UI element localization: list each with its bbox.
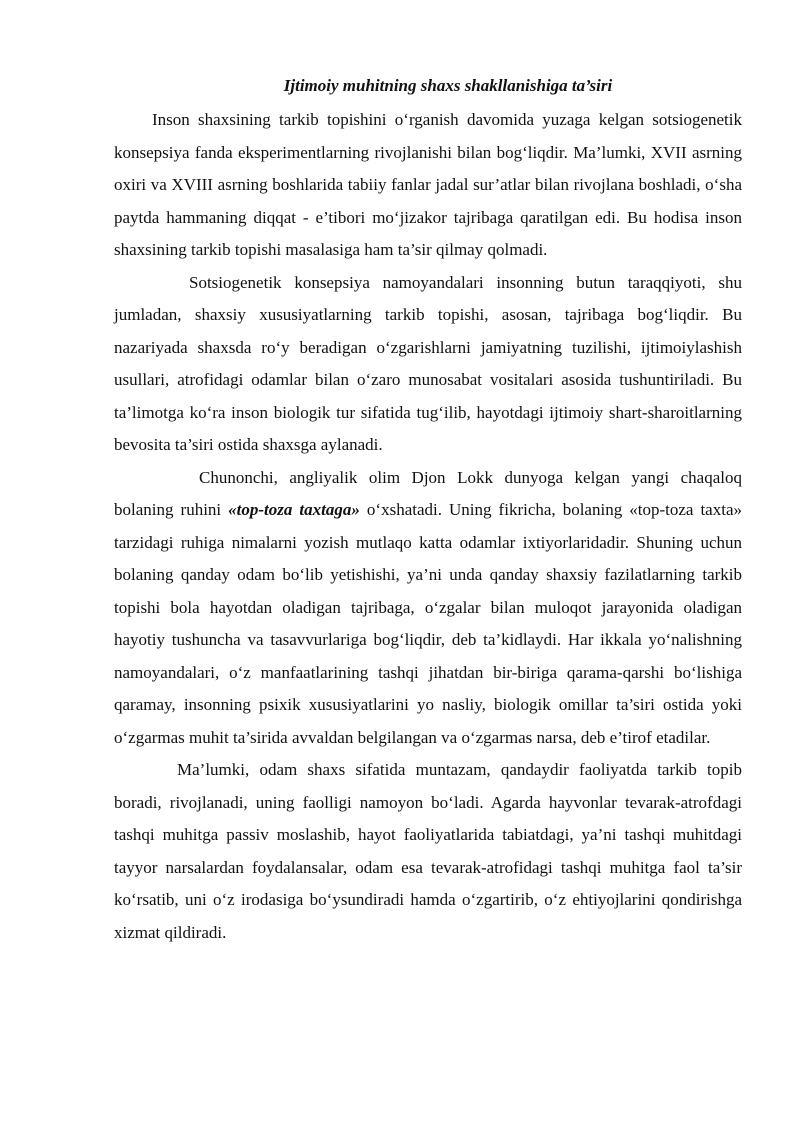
paragraph-4: Ma’lumki, odam shaxs sifatida muntazam, qandaydir faoliyatda tarkib topib boradi, rivojlanadi, uning faolligi namoyon bo‘ladi. Agarda hayvonlar tevarak-atrofdagi tashqi muhitga passiv moslashib, hayot faoliyatlarida tabiatdagi, ya’ni tashqi muhitdagi tayyor narsalardan foydalansalar, odam esa tevarak-atrofidagi tashqi muhitga faol ta’sir ko‘rsatib, uni o‘z irodasiga bo‘ysundiradi hamda o‘zgartirib, o‘z ehtiyojlarini qondirishga xizmat qildiradi. xyxy=(114,760,742,942)
paragraph-3 xyxy=(114,462,742,755)
document-title: Ijtimoiy muhitning shaxs shakllanishiga ta’siri xyxy=(283,76,613,95)
paragraph-3-text-start: Chunonchi, angliyalik olim Djon Lokk dunyoga kelgan yangi chaqaloq bolaning ruhini xyxy=(114,467,742,519)
paragraph-3-emphasis: «top-toza taxtaga» xyxy=(228,500,360,519)
document-page xyxy=(114,72,742,949)
paragraph-3-text-end: o‘xshatadi. Uning fikricha, bolaning «top-toza taxta» tarzidagi ruhiga nimalarni yozish mutlaqo katta odamlar ixtiyorlaridadir. Shuning uchun bolaning qanday odam bo‘lib yetishishi, ya’ni unda qanday shaxsiy fazilatlarning tarkib topishi bola hayotdan oladigan tajribaga, o‘zgalar bilan muloqot jarayonida oladigan hayotiy tushuncha va tasavvurlariga bog‘liqdir, deb ta’kidlaydi. Har ikkala yo‘nalishning namoyandalari, o‘z manfaatlarining tashqi jihatdan bir-biriga qarama-qarshi bo‘lishiga qaramay, insonning psixik xususiyatlarini yo nasliy, biologik omillar ta’siri ostida yoki o‘zgarmas muhit ta’sirida avvaldan belgilangan va o‘zgarmas narsa, deb e’tirof etadilar. xyxy=(114,500,742,747)
paragraph-1: Inson shaxsining tarkib topishini o‘rganish davomida yuzaga kelgan sotsiogenetik konsepsiya fanda eksperimentlarning rivojlanishi bilan bog‘liqdir. Ma’lumki, XVII asrning oxiri va XVIII asrning boshlarida tabiiy fanlar jadal sur’atlar bilan rivojlana boshladi, o‘sha paytda hammaning diqqat - e’tibori mo‘jizakor tajribaga qaratilgan edi. Bu hodisa inson shaxsining tarkib topishi masalasiga ham ta’sir qilmay qolmadi. xyxy=(114,110,742,259)
paragraph-2: Sotsiogenetik konsepsiya namoyandalari insonning butun taraqqiyoti, shu jumladan, shaxsiy xususiyatlarning tarkib topishi, asosan, tajribaga bog‘liqdir. Bu nazariyada shaxsda ro‘y beradigan o‘zgarishlarni jamiyatning tuzilishi, ijtimoiylashish usullari, atrofidagi odamlar bilan o‘zaro munosabat vositalari asosida tushuntiriladi. Bu ta’limotga ko‘ra inson biologik tur sifatida tug‘ilib, hayotdagi ijtimoiy shart-sharoitlarning bevosita ta’siri ostida shaxsga aylanadi. xyxy=(114,272,742,454)
